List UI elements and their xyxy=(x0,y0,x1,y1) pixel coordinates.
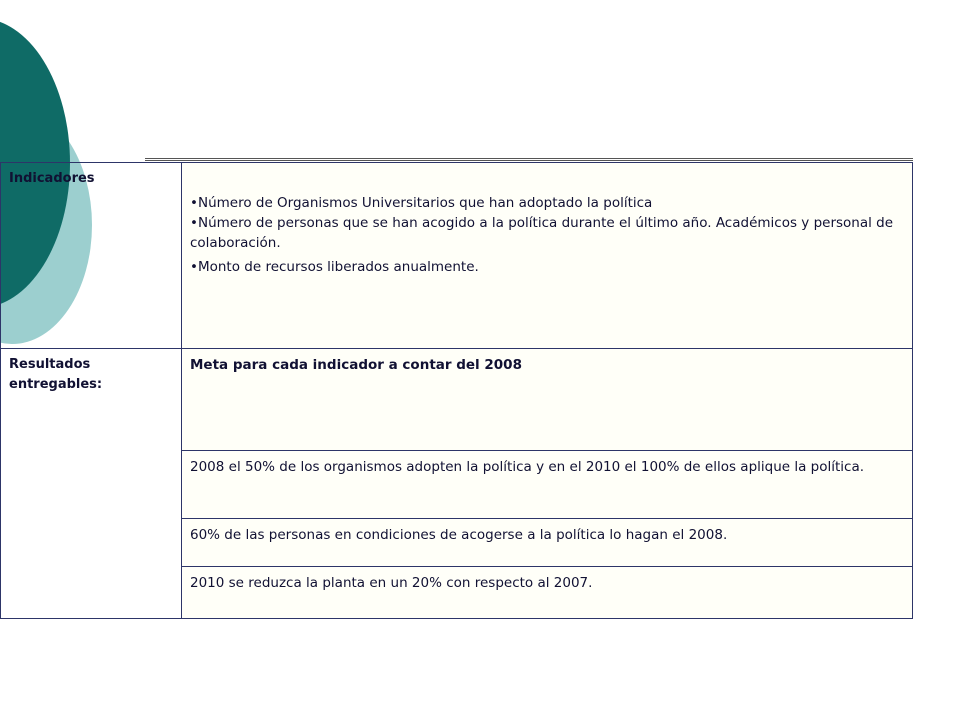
goal-text: 2010 se reduzca la planta en un 20% con respecto al 2007. xyxy=(182,567,913,619)
indicator-item xyxy=(190,257,904,277)
bullet-icon: • xyxy=(190,195,198,211)
goal-text: 2008 el 50% de los organismos adopten la política y en el 2010 el 100% de ellos aplique la política. xyxy=(182,451,913,519)
goal-text: 60% de las personas en condiciones de acogerse a la política lo hagan el 2008. xyxy=(182,519,913,567)
indicators-cell xyxy=(182,163,913,349)
indicator-text: Número de personas que se han acogido a la política durante el último año. Académicos y personal de colaboración. xyxy=(190,215,894,251)
results-label: Resultados entregables: xyxy=(1,349,182,619)
indicator-text: Número de Organismos Universitarios que han adoptado la política xyxy=(197,195,653,211)
indicators-list xyxy=(190,193,904,277)
indicator-text: Monto de recursos liberados anualmente. xyxy=(197,259,479,275)
indicators-row xyxy=(1,163,913,349)
indicators-label: Indicadores xyxy=(1,163,182,349)
indicator-item xyxy=(190,213,904,253)
header-divider xyxy=(145,158,913,161)
goal-heading: Meta para cada indicador a contar del 2008 xyxy=(182,349,913,451)
indicator-item xyxy=(190,193,904,213)
results-header-row xyxy=(1,349,913,451)
bullet-icon: • xyxy=(190,215,198,231)
bullet-icon: • xyxy=(190,259,198,275)
results-table xyxy=(0,162,913,619)
